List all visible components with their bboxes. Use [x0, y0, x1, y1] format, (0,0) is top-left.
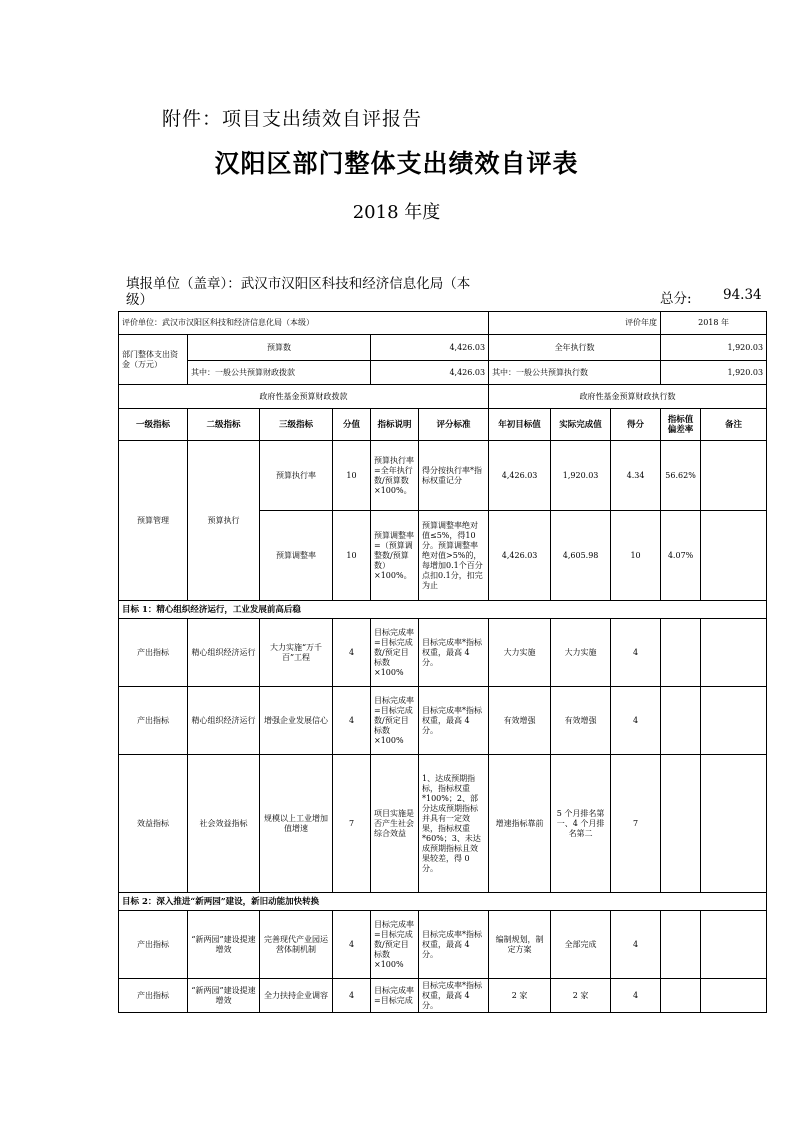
score-value: 10	[333, 441, 371, 511]
level3-indicator: 预算调整率	[260, 511, 333, 601]
reporting-unit: 填报单位（盖章）：武汉市汉阳区科技和经济信息化局（本级）	[126, 276, 471, 308]
gov-fund-exec-label: 政府性基金预算财政执行数	[489, 385, 767, 409]
actual-value: 1,920.03	[551, 441, 611, 511]
deviation-rate: 4.07%	[661, 511, 701, 601]
level3-indicator: 全力扶持企业调容	[260, 979, 333, 1013]
target-value: 编制规划，制定方案	[489, 911, 551, 979]
col-header: 评分标准	[419, 409, 489, 441]
scoring-standard: 目标完成率*指标权重，最高 4 分。	[419, 979, 489, 1013]
actual-value: 全部完成	[551, 911, 611, 979]
scoring-standard: 1、达成预期指标，指标权重*100%；2、部分达成预期指标并具有一定效果，指标权重*60%；3、未达成预期指标且效果较差，得 0 分。	[419, 755, 489, 893]
level2-indicator: “新两园”建设提速增效	[188, 911, 260, 979]
goal-band	[119, 893, 767, 911]
actual-value: 5 个月排名第一、4 个月排名第二	[551, 755, 611, 893]
level2-indicator: “新两园”建设提速增效	[188, 979, 260, 1013]
score-value: 4	[333, 979, 371, 1013]
scoring-standard: 目标完成率*指标权重，最高 4 分。	[419, 687, 489, 755]
general-exec-label: 其中：一般公共预算执行数	[489, 361, 661, 385]
target-value: 2 家	[489, 979, 551, 1013]
indicator-desc: 目标完成率=目标完成	[371, 979, 419, 1013]
points: 7	[611, 755, 661, 893]
score-value: 4	[333, 619, 371, 687]
target-value: 4,426.03	[489, 441, 551, 511]
goal2-label: 目标 2：深入推进“新两园”建设，新旧动能加快转换	[119, 893, 767, 911]
col-header: 指标说明	[371, 409, 419, 441]
points: 4.34	[611, 441, 661, 511]
column-header-row	[119, 409, 767, 441]
level2-indicator: 社会效益指标	[188, 755, 260, 893]
indicator-desc: 项目实施是否产生社会综合效益	[371, 755, 419, 893]
col-header: 指标值偏差率	[661, 409, 701, 441]
deviation-rate	[661, 619, 701, 687]
target-value: 4,426.03	[489, 511, 551, 601]
indicator-desc: 目标完成率=目标完成数/预定目标数×100%	[371, 687, 419, 755]
fund-label: 部门整体支出资金（万元）	[119, 335, 188, 385]
report-year: 2018 年度	[352, 202, 441, 223]
points: 4	[611, 687, 661, 755]
table-row	[119, 619, 767, 687]
col-header: 年初目标值	[489, 409, 551, 441]
general-exec-value: 1,920.03	[661, 361, 767, 385]
eval-unit-row	[119, 312, 767, 335]
table-row	[119, 979, 767, 1013]
deviation-rate	[661, 755, 701, 893]
level3-indicator: 规模以上工业增加值增速	[260, 755, 333, 893]
score-value: 4	[333, 911, 371, 979]
level2-indicator: 预算执行	[188, 441, 260, 601]
score-value: 7	[333, 755, 371, 893]
target-value: 有效增强	[489, 687, 551, 755]
total-score-value: 94.34	[723, 287, 762, 303]
page-title: 汉阳区部门整体支出绩效自评表	[214, 149, 579, 178]
col-header: 三级指标	[260, 409, 333, 441]
level1-indicator: 产出指标	[119, 979, 188, 1013]
goal-band	[119, 601, 767, 619]
table-row	[119, 911, 767, 979]
deviation-rate	[661, 979, 701, 1013]
evaluation-table	[118, 311, 767, 1013]
remarks	[701, 687, 767, 755]
gov-fund-row	[119, 385, 767, 409]
col-header: 一级指标	[119, 409, 188, 441]
goal1-label: 目标 1：精心组织经济运行，工业发展前高后稳	[119, 601, 767, 619]
level3-indicator: 大力实施“万千百”工程	[260, 619, 333, 687]
eval-year-label: 评价年度	[489, 312, 661, 335]
score-value: 4	[333, 687, 371, 755]
gov-fund-label: 政府性基金预算财政拨款	[119, 385, 489, 409]
score-value: 10	[333, 511, 371, 601]
general-budget-label: 其中：一般公共预算财政拨款	[188, 361, 371, 385]
col-header: 二级指标	[188, 409, 260, 441]
total-score-label: 总分:	[660, 291, 692, 307]
actual-value: 2 家	[551, 979, 611, 1013]
actual-value: 有效增强	[551, 687, 611, 755]
level1-indicator: 预算管理	[119, 441, 188, 601]
table-row	[119, 755, 767, 893]
scoring-standard: 得分按执行率*指标权重记分	[419, 441, 489, 511]
level3-indicator: 完善现代产业园运营体制机制	[260, 911, 333, 979]
remarks	[701, 979, 767, 1013]
level1-indicator: 效益指标	[119, 755, 188, 893]
col-header: 分值	[333, 409, 371, 441]
level3-indicator: 预算执行率	[260, 441, 333, 511]
level2-indicator: 精心组织经济运行	[188, 619, 260, 687]
actual-value: 4,605.98	[551, 511, 611, 601]
level1-indicator: 产出指标	[119, 687, 188, 755]
actual-value: 大力实施	[551, 619, 611, 687]
level1-indicator: 产出指标	[119, 619, 188, 687]
indicator-desc: 预算调整率=（预算调整数/预算数）×100%。	[371, 511, 419, 601]
deviation-rate: 56.62%	[661, 441, 701, 511]
points: 4	[611, 979, 661, 1013]
level1-indicator: 产出指标	[119, 911, 188, 979]
budget-row	[119, 335, 767, 361]
level2-indicator: 精心组织经济运行	[188, 687, 260, 755]
budget-label: 预算数	[188, 335, 371, 361]
indicator-desc: 目标完成率=目标完成数/预定目标数×100%	[371, 619, 419, 687]
scoring-standard: 预算调整率绝对值≤5%，得10分。预算调整率绝对值>5%的，每增加0.1个百分点扣0.1分，扣完为止	[419, 511, 489, 601]
scoring-standard: 目标完成率*指标权重，最高 4 分。	[419, 619, 489, 687]
exec-label: 全年执行数	[489, 335, 661, 361]
deviation-rate	[661, 687, 701, 755]
general-budget-row	[119, 361, 767, 385]
col-header: 实际完成值	[551, 409, 611, 441]
remarks	[701, 911, 767, 979]
remarks	[701, 755, 767, 893]
points: 4	[611, 911, 661, 979]
remarks	[701, 619, 767, 687]
attachment-heading: 附件：项目支出绩效自评报告	[162, 108, 423, 130]
points: 4	[611, 619, 661, 687]
indicator-desc: 预算执行率=全年执行数/预算数×100%。	[371, 441, 419, 511]
col-header: 得分	[611, 409, 661, 441]
remarks	[701, 441, 767, 511]
eval-unit: 评价单位：武汉市汉阳区科技和经济信息化局（本级）	[119, 312, 489, 335]
level3-indicator: 增强企业发展信心	[260, 687, 333, 755]
points: 10	[611, 511, 661, 601]
indicator-desc: 目标完成率=目标完成数/预定目标数×100%	[371, 911, 419, 979]
deviation-rate	[661, 911, 701, 979]
table-row	[119, 687, 767, 755]
target-value: 增速指标靠前	[489, 755, 551, 893]
col-header: 备注	[701, 409, 767, 441]
budget-value: 4,426.03	[371, 335, 489, 361]
scoring-standard: 目标完成率*指标权重，最高 4 分。	[419, 911, 489, 979]
remarks	[701, 511, 767, 601]
eval-year: 2018 年	[661, 312, 767, 335]
general-budget-value: 4,426.03	[371, 361, 489, 385]
exec-value: 1,920.03	[661, 335, 767, 361]
target-value: 大力实施	[489, 619, 551, 687]
table-row	[119, 441, 767, 511]
